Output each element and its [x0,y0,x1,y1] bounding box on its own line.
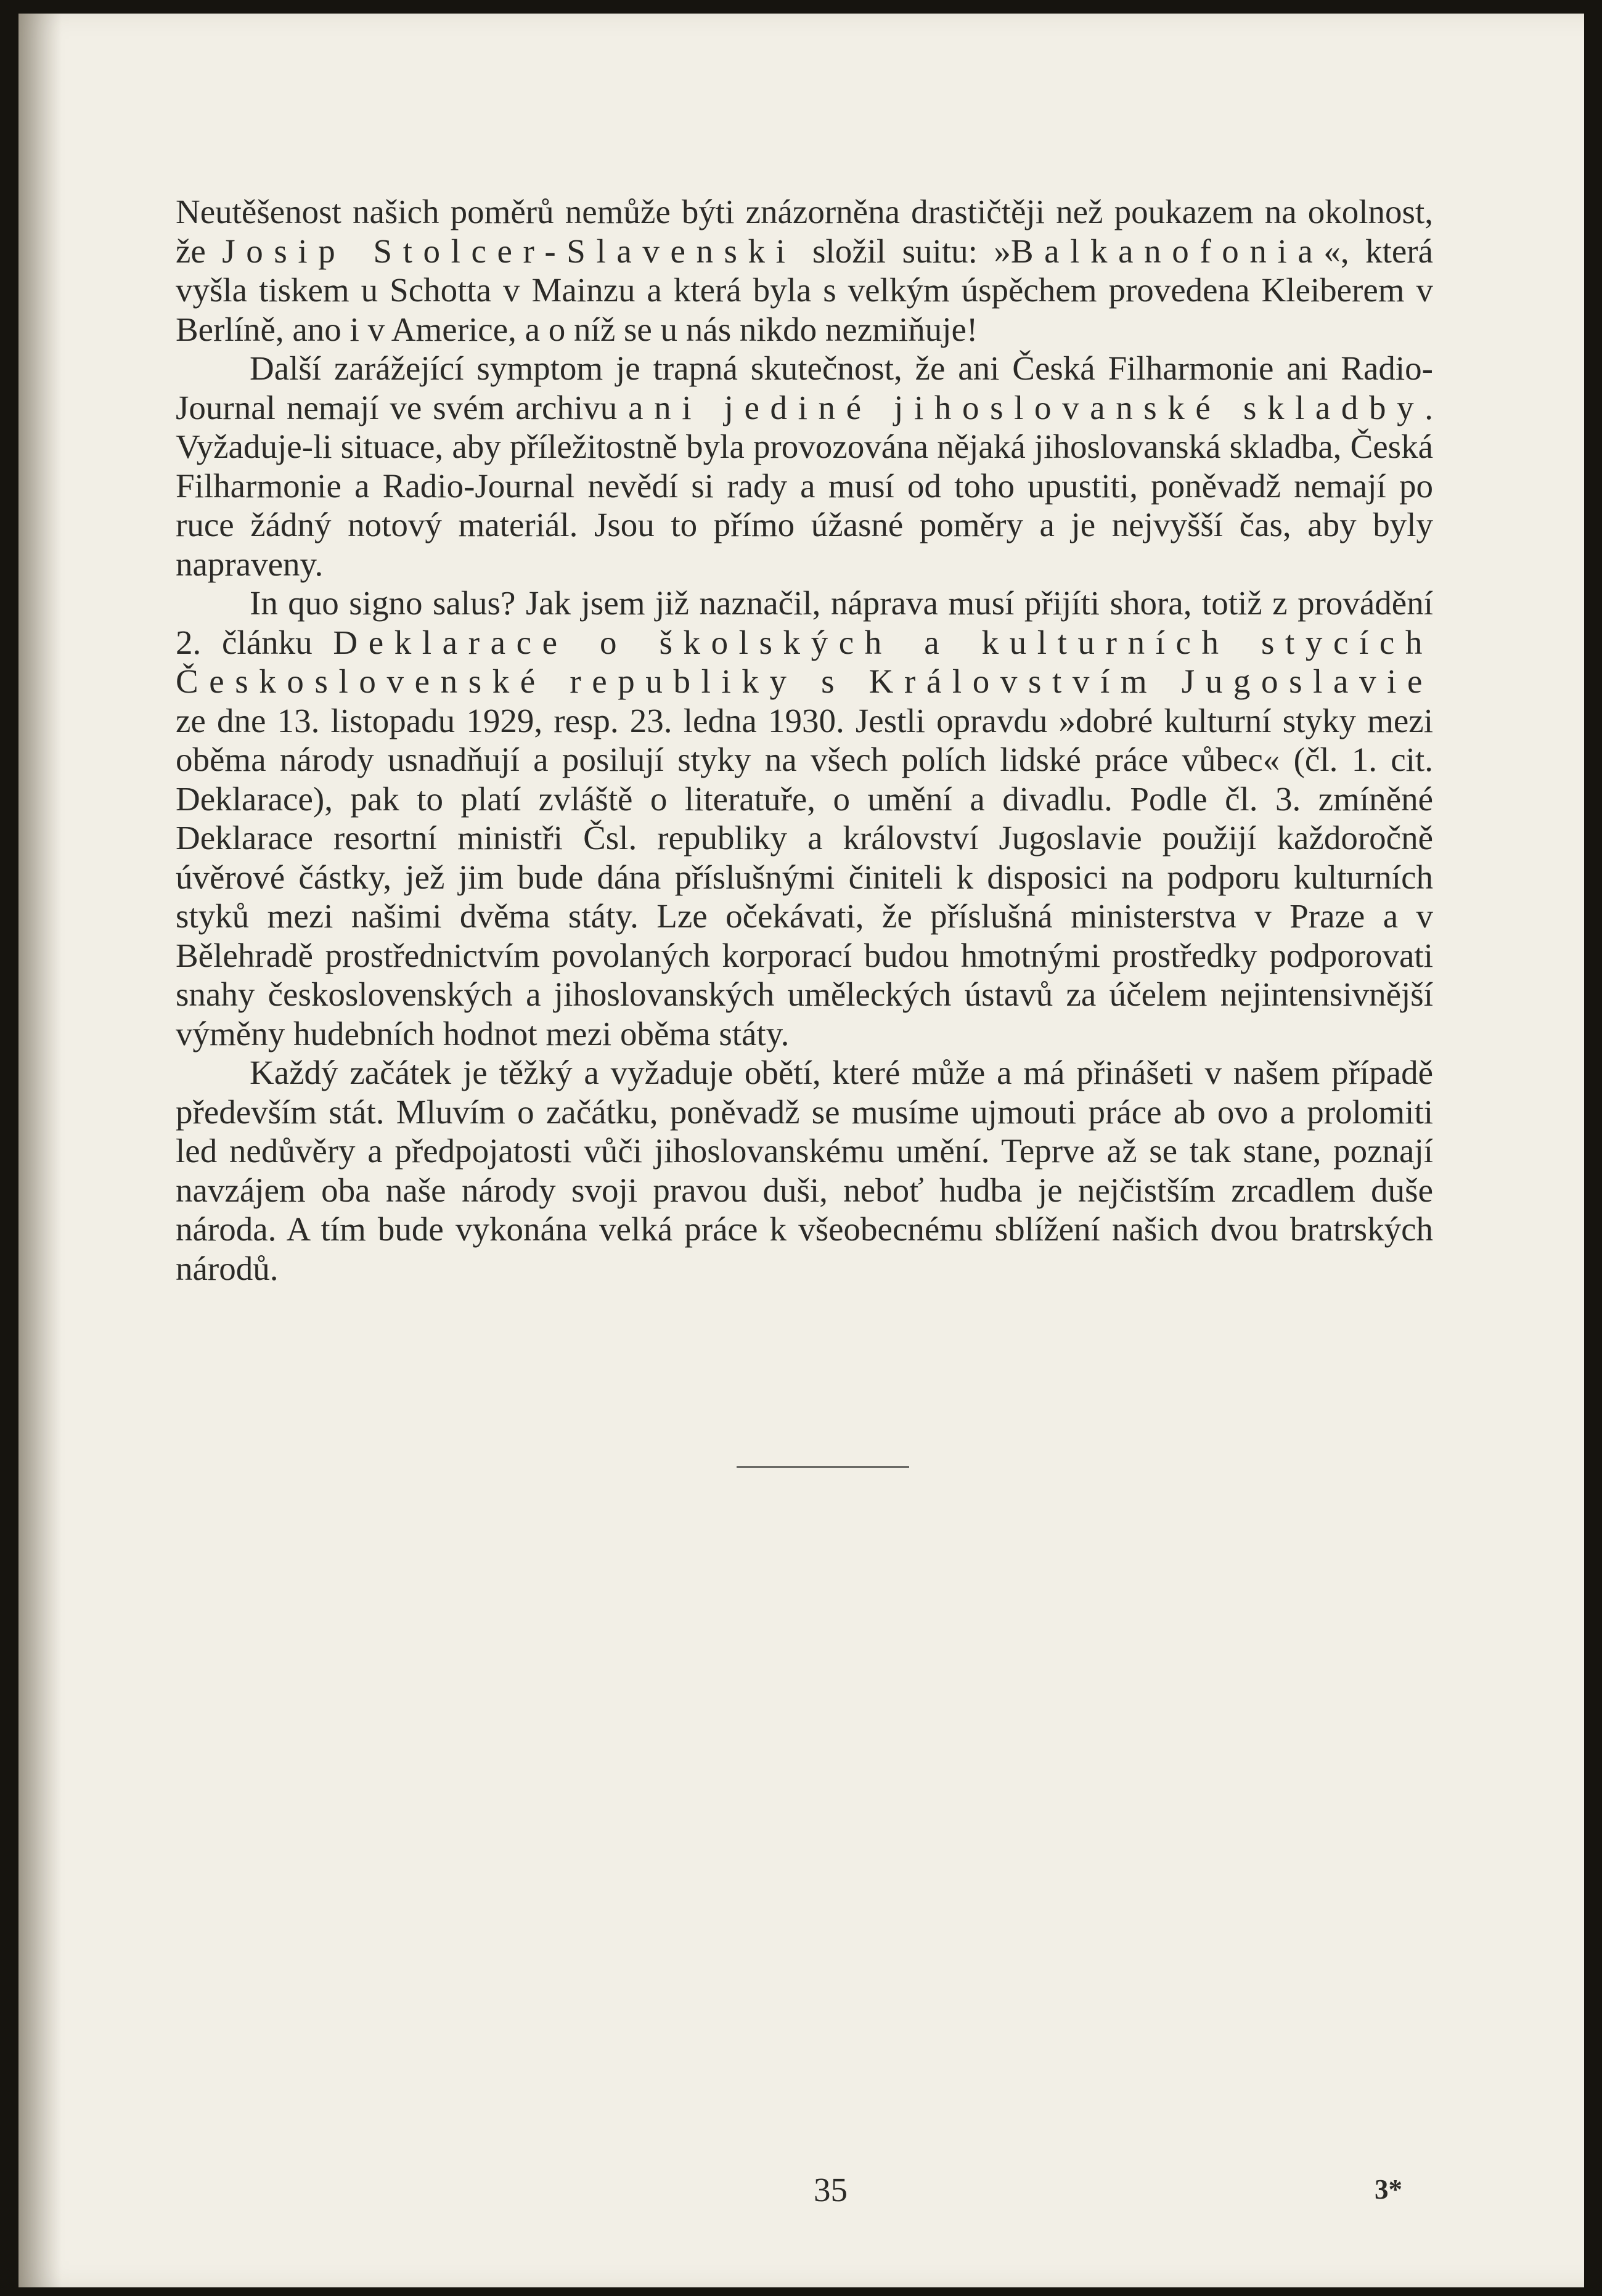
paragraph-text: . Vyžaduje-li situace, aby příležitostně byla provozována nějaká jihoslovanská skladba, Česká Filharmonie a Radio-Journal nevědí si rady a musí od toho upustiti, poněvadž nemají po ruce žádný notový materiál. Jsou to přímo úžasné poměry a je nejvyšší čas, aby byly napraveny. [176,388,1433,583]
spaced-emphasis-text: ani jediné jihoslovanské skladby [628,388,1425,426]
signature-mark: 3* [1375,2174,1402,2205]
paragraph-text: «, která vyšla tiskem u Schotta v Mainzu a která byla s velkým úspěchem provedena Kleiberem v Berlíně, ano i v Americe, a o níž se u nás nikdo nezmiňuje! [176,232,1433,348]
paragraph [176,349,1433,584]
page-number: 35 [814,2171,848,2208]
paragraph [176,1053,1433,1288]
paragraph-text: Každý začátek je těžký a vyžaduje obětí, které může a má přinášeti v našem případě především stát. Mluvím o začátku, poněvadž se musíme ujmouti práce ab ovo a prolomiti led nedůvěry a předpojatosti vůči jihoslovanskému umění. Teprve až se tak stane, poznají navzájem oba naše národy svoji pravou duši, neboť hudba je nejčistším zrcadlem duše národa. A tím bude vykonána velká práce k všeobecnému sblížení našich dvou bratrských národů. [176,1054,1433,1287]
spaced-emphasis-text: Balkanofonia [1010,232,1324,270]
paragraph-text: ze dne 13. listopadu 1929, resp. 23. ledna 1930. Jestli opravdu »dobré kulturní styky mezi oběma národy usnadňují a posilují styky na všech polích lidské práce vůbec« (čl. 1. cit. Deklarace), pak to platí zvláště o literatuře, o umění a divadlu. Podle čl. 3. zmíněné Deklarace resortní ministři Čsl. republiky a království Jugoslavie použijí každoročně úvěrové částky, jež jim bude dána příslušnými činiteli k disposici na podporu kulturních styků mezi našimi dvěma státy. Lze očekávati, že příslušná ministerstva v Praze a v Bělehradě prostřednictvím povolaných korporací budou hmotnými prostředky podporovati snahy československých a jihoslovanských uměleckých ústavů za účelem nejintensivnější výměny hudebních hodnot mezi oběma státy. [176,701,1433,1052]
page-gutter-shadow [18,14,62,2287]
paragraph [176,584,1433,1053]
paragraph [176,192,1433,349]
paragraph-text: Další zarážející symptom je trapná skutečnost, že ani Česká Filharmonie ani Radio-Journal nemají ve svém archivu [176,349,1433,426]
spaced-emphasis-text: Josip Stolcer-Slavenski [222,232,796,270]
paragraph-text: složil suitu: » [796,232,1011,270]
paragraph-text: Neutěšenost našich poměrů nemůže býti znázorněna drastičtěji než poukazem na okolnost, že [176,193,1433,270]
paragraph-text: In quo signo salus? Jak jsem již naznačil, náprava musí přijíti shora, totiž z provádění 2. článku [176,584,1433,661]
book-page [18,14,1584,2287]
body-text [176,192,1433,1288]
spaced-emphasis-text: Deklarace o školských a kulturních stycích Československé republiky s Královstvím Jugoslavie [176,623,1434,700]
section-divider [737,1466,909,1468]
